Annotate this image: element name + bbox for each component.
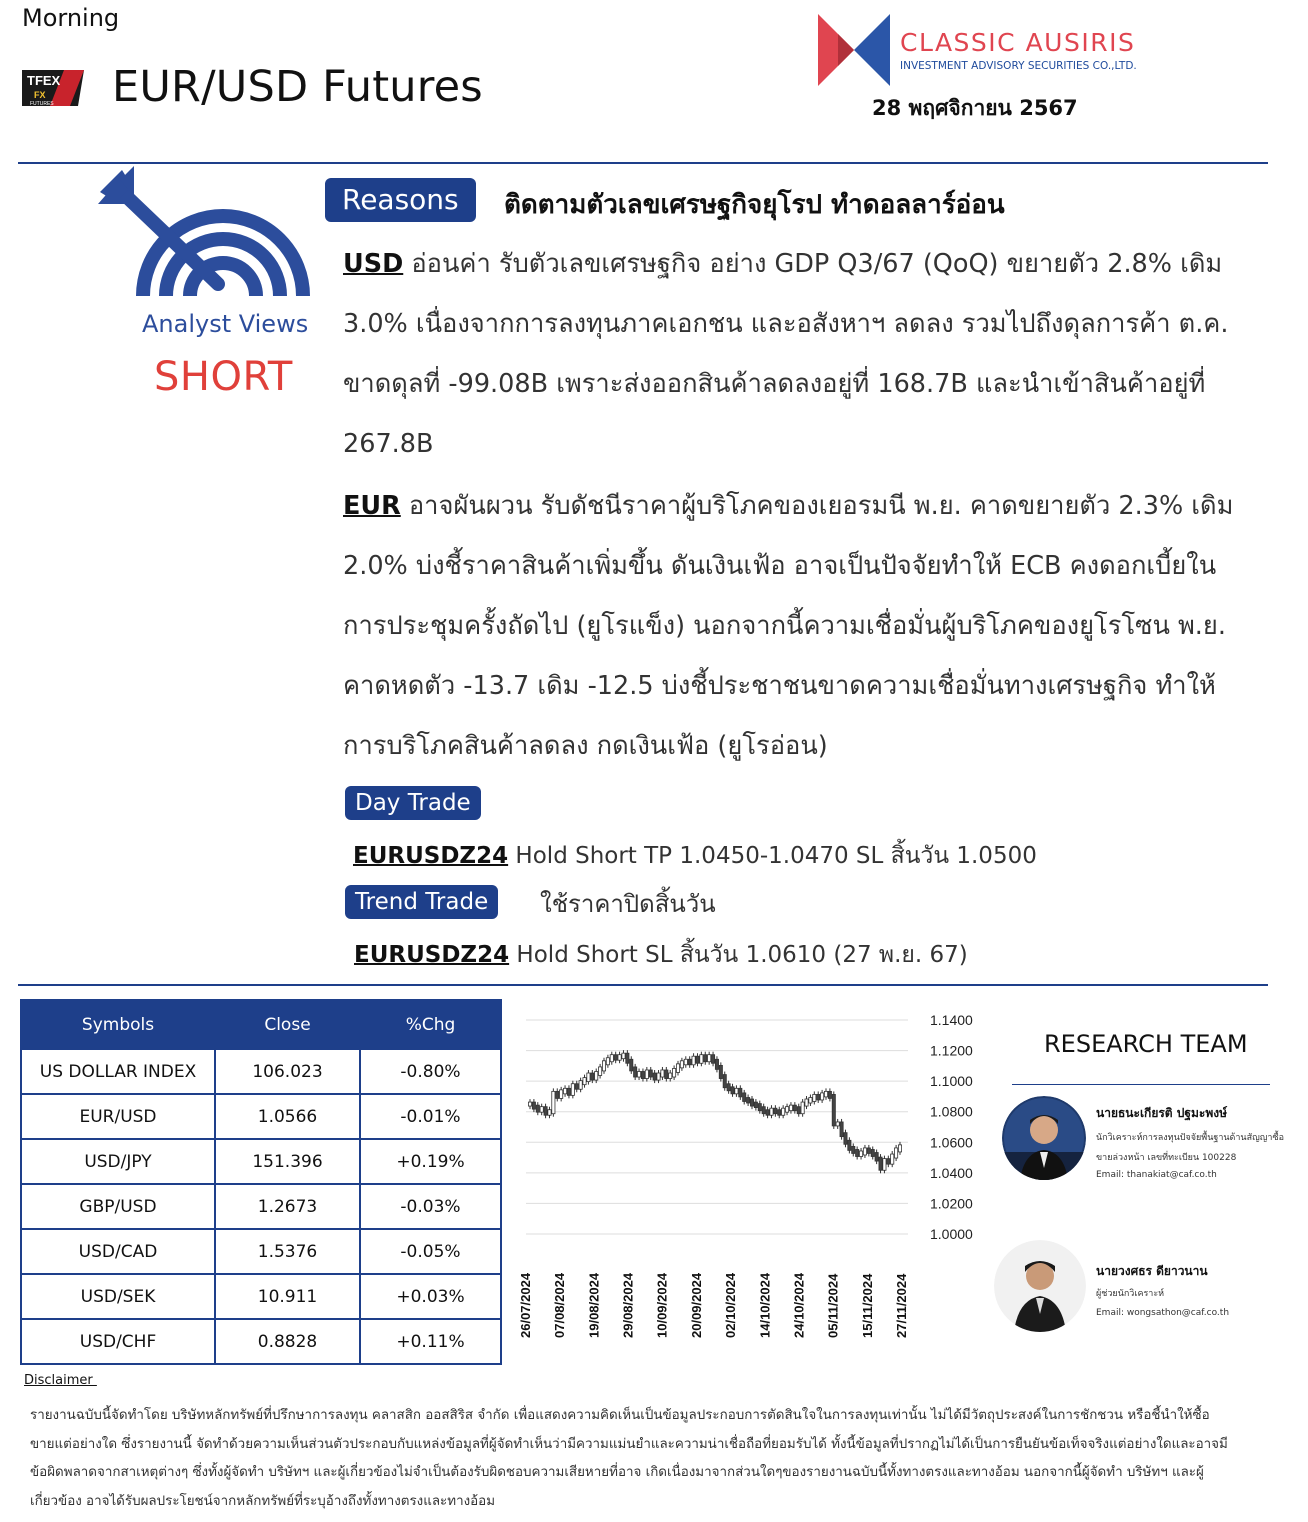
price-candle <box>731 1087 734 1094</box>
svg-text:TFEX: TFEX <box>27 73 61 88</box>
eur-code: EUR <box>343 491 401 521</box>
price-candle <box>587 1073 590 1082</box>
price-candle <box>591 1073 594 1080</box>
price-candle <box>898 1145 901 1152</box>
table-row <box>21 1274 501 1319</box>
x-tick-label: 07/08/2024 <box>552 1272 568 1338</box>
x-tick-label: 10/09/2024 <box>654 1272 670 1338</box>
brand-subtitle: INVESTMENT ADVISORY SECURITIES CO.,LTD. <box>900 60 1137 72</box>
symbol-cell: USD/JPY <box>21 1139 215 1184</box>
price-candle <box>708 1055 711 1062</box>
price-candle <box>680 1061 683 1068</box>
price-candle <box>805 1099 808 1106</box>
price-candle <box>867 1148 870 1154</box>
symbol-cell: GBP/USD <box>21 1184 215 1229</box>
y-tick-label: 1.1000 <box>930 1073 973 1090</box>
price-candle <box>676 1064 679 1073</box>
price-candle <box>785 1107 788 1113</box>
price-candle <box>540 1107 543 1113</box>
price-candle <box>692 1056 695 1065</box>
analyst-2-role: ผู้ช่วยนักวิเคราะห์ <box>1096 1289 1165 1299</box>
view-position: SHORT <box>154 354 293 400</box>
price-candle <box>634 1067 637 1077</box>
price-candle <box>579 1081 582 1090</box>
price-candle <box>653 1073 656 1080</box>
price-candle <box>563 1088 566 1094</box>
price-candle <box>719 1065 722 1078</box>
price-candle <box>852 1146 855 1153</box>
y-tick-label: 1.0000 <box>930 1226 973 1242</box>
usd-code: USD <box>343 249 404 279</box>
price-candle <box>560 1090 563 1099</box>
table-row <box>21 1139 501 1184</box>
price-candle <box>723 1075 726 1088</box>
y-tick-label: 1.0400 <box>930 1164 973 1181</box>
change-cell: -0.03% <box>360 1184 501 1229</box>
price-candle <box>887 1159 890 1165</box>
analyst-views-label: Analyst Views <box>142 310 309 338</box>
price-candle <box>836 1122 839 1126</box>
close-cell: 1.2673 <box>215 1184 360 1229</box>
x-tick-label: 19/08/2024 <box>586 1272 602 1338</box>
price-candle <box>863 1148 866 1155</box>
column-header-symbols: Symbols <box>21 1000 215 1049</box>
price-candle <box>661 1070 664 1077</box>
price-candle <box>747 1097 750 1103</box>
price-candle <box>883 1159 886 1171</box>
price-candle <box>610 1055 613 1062</box>
price-candle <box>832 1094 835 1126</box>
price-candle <box>552 1091 555 1113</box>
price-candle <box>700 1055 703 1064</box>
reasons-badge: Reasons <box>325 178 476 222</box>
price-candle <box>548 1110 551 1116</box>
price-candle <box>750 1099 753 1106</box>
day-trade-text: Hold Short TP 1.0450-1.0470 SL สิ้นวัน 1.0500 <box>508 843 1037 869</box>
change-cell: -0.05% <box>360 1229 501 1274</box>
close-cell: 0.8828 <box>215 1319 360 1364</box>
price-candle <box>875 1153 878 1162</box>
x-tick-label: 02/10/2024 <box>723 1272 739 1338</box>
trend-trade-text: Hold Short SL สิ้นวัน 1.0610 (27 พ.ย. 67) <box>509 942 968 968</box>
x-tick-label: 15/11/2024 <box>859 1273 875 1338</box>
market-table <box>20 999 502 1365</box>
analyst-1-role: นักวิเคราะห์การลงทุนปัจจัยพื้นฐานด้านสัญญาซื้อ <box>1096 1133 1284 1143</box>
trend-trade-badge: Trend Trade <box>345 885 498 919</box>
usd-paragraph <box>343 234 1243 474</box>
price-candle <box>715 1059 718 1069</box>
x-tick-label: 14/10/2024 <box>757 1272 773 1338</box>
price-candle <box>544 1107 547 1116</box>
price-candle <box>711 1055 714 1064</box>
price-candle <box>821 1093 824 1100</box>
table-header-row <box>21 1000 501 1049</box>
price-candle <box>630 1059 633 1071</box>
price-candle <box>848 1140 851 1150</box>
x-tick-label: 05/11/2024 <box>825 1273 841 1338</box>
price-candle <box>684 1059 687 1065</box>
price-candle <box>669 1073 672 1079</box>
price-candle <box>770 1108 773 1115</box>
price-candle <box>824 1091 827 1097</box>
price-candle <box>871 1149 874 1156</box>
symbol-cell: US DOLLAR INDEX <box>21 1049 215 1094</box>
table-row <box>21 1094 501 1139</box>
classic-ausiris-logo-icon <box>818 14 890 86</box>
y-tick-label: 1.0600 <box>930 1134 973 1151</box>
y-tick-label: 1.0800 <box>930 1103 973 1120</box>
y-tick-label: 1.1200 <box>930 1042 973 1059</box>
price-candle <box>688 1059 691 1065</box>
column-header-chg: %Chg <box>360 1000 501 1049</box>
price-candle <box>618 1055 621 1061</box>
research-team-title: RESEARCH TEAM <box>1044 1030 1248 1058</box>
brand-name: CLASSIC AUSIRIS <box>900 28 1136 57</box>
analyst-1-avatar <box>1002 1096 1086 1180</box>
price-candle <box>665 1070 668 1079</box>
price-candle <box>673 1068 676 1077</box>
day-trade-line <box>353 838 1037 874</box>
tfex-futures-logo <box>20 66 86 110</box>
analyst-1-license: ขายล่วงหน้า เลขที่ทะเบียน 100228 <box>1096 1153 1237 1163</box>
y-tick-label: 1.1400 <box>930 1012 973 1028</box>
trend-trade-note: ใช้ราคาปิดสิ้นวัน <box>540 890 716 918</box>
eur-paragraph <box>343 476 1243 776</box>
analyst-2-email: Email: wongsathon@caf.co.th <box>1096 1308 1230 1318</box>
price-candle <box>766 1110 769 1116</box>
eur-text: อาจผันผวน รับดัชนีราคาผู้บริโภคของเยอรมนี พ.ย. คาดขยายตัว 2.3% เดิม 2.0% บ่งชี้ราคาสินค้าเพิ่มขึ้น ดันเงินเฟ้อ อาจเป็นปัจจัยทำให้ ECB คงดอกเบี้ยในการประชุมครั้งถัดไป (ยูโรแข็ง) นอกจากนี้ความเชื่อมั่นผู้บริโภคของยูโรโซน พ.ย. คาดหดตัว -13.7 เดิม -12.5 บ่งชี้ประชาชนขาดความเชื่อมั่นทางเศรษฐกิจ ทำให้การบริโภคสินค้าลดลง กดเงินเฟ้อ (ยูโรอ่อน) <box>343 491 1234 761</box>
change-cell: +0.11% <box>360 1319 501 1364</box>
price-candle <box>602 1061 605 1071</box>
price-candle <box>606 1058 609 1065</box>
column-header-close: Close <box>215 1000 360 1049</box>
disclaimer-title: Disclaimer <box>24 1373 97 1388</box>
price-candle <box>641 1072 644 1079</box>
usd-text: อ่อนค่า รับตัวเลขเศรษฐกิจ อย่าง GDP Q3/67 (QoQ) ขยายตัว 2.8% เดิม 3.0% เนื่องจากการลงทุนภาคเอกชน และอสังหาฯ ลดลง รวมไปถึงดุลการค้า ต.ค. ขาดดุลที่ -99.08B เพราะส่งออกสินค้าลดลงอยู่ที่ 168.7B และนำเข้าสินค้าอยู่ที่ 267.8B <box>343 249 1229 459</box>
price-candle <box>859 1151 862 1157</box>
x-tick-label: 20/09/2024 <box>688 1272 704 1338</box>
price-candle <box>637 1072 640 1078</box>
morning-label: Morning <box>22 4 120 32</box>
table-row <box>21 1184 501 1229</box>
price-candle <box>657 1073 660 1080</box>
price-candle <box>599 1067 602 1076</box>
price-candle <box>895 1148 898 1158</box>
table-row <box>21 1229 501 1274</box>
price-candle <box>782 1108 785 1115</box>
change-cell: -0.01% <box>360 1094 501 1139</box>
close-cell: 151.396 <box>215 1139 360 1184</box>
symbol-cell: USD/SEK <box>21 1274 215 1319</box>
close-cell: 1.0566 <box>215 1094 360 1139</box>
price-candle <box>789 1105 792 1111</box>
x-tick-label: 24/10/2024 <box>791 1272 807 1338</box>
price-candle <box>575 1084 578 1090</box>
page-title: EUR/USD Futures <box>112 62 483 112</box>
close-cell: 106.023 <box>215 1049 360 1094</box>
price-candle <box>739 1088 742 1097</box>
price-candle <box>626 1053 629 1063</box>
price-candle <box>891 1154 894 1164</box>
price-candle <box>536 1105 539 1112</box>
price-candle <box>735 1088 738 1094</box>
price-candle <box>778 1110 781 1116</box>
price-candle <box>797 1107 800 1114</box>
price-candle <box>762 1107 765 1114</box>
day-trade-badge: Day Trade <box>345 786 481 820</box>
symbol-cell: EUR/USD <box>21 1094 215 1139</box>
price-candle <box>645 1070 648 1079</box>
y-tick-label: 1.0200 <box>930 1195 973 1212</box>
price-candle <box>856 1149 859 1156</box>
price-candle <box>622 1053 625 1059</box>
svg-text:FX: FX <box>34 90 46 100</box>
close-cell: 1.5376 <box>215 1229 360 1274</box>
price-candle <box>793 1105 796 1111</box>
price-candle <box>571 1084 574 1096</box>
trend-trade-line <box>354 937 968 973</box>
svg-text:FUTURES: FUTURES <box>30 101 54 107</box>
close-cell: 10.911 <box>215 1274 360 1319</box>
price-candle <box>614 1055 617 1061</box>
table-row <box>21 1049 501 1094</box>
symbol-cell: USD/CAD <box>21 1229 215 1274</box>
price-candle <box>809 1097 812 1103</box>
target-arrow-icon <box>96 166 310 302</box>
change-cell: +0.03% <box>360 1274 501 1319</box>
price-candle <box>828 1091 831 1098</box>
x-tick-label: 27/11/2024 <box>894 1273 909 1338</box>
change-cell: +0.19% <box>360 1139 501 1184</box>
price-candle <box>817 1094 820 1100</box>
report-date: 28 พฤศจิกายน 2567 <box>872 96 1078 120</box>
symbol-cell: USD/CHF <box>21 1319 215 1364</box>
price-candle <box>532 1102 535 1109</box>
price-candle <box>774 1108 777 1114</box>
section-divider <box>18 984 1268 986</box>
disclaimer-text: รายงานฉบับนี้จัดทำโดย บริษัทหลักทรัพย์ที่ปรึกษาการลงทุน คลาสสิก ออสสิริส จำกัด เพื่อแสดงความคิดเห็นเป็นข้อมูลประกอบการตัดสินใจในการลงทุนเท่านั้น ไม่ได้มีวัตถุประสงค์ในการชักชวน หรือชี้นำให้ซื้อขายแต่อย่างใด ซึ่งรายงานนี้ จัดทำด้วยความเห็นส่วนตัวประกอบกับแหล่งข้อมูลที่ผู้จัดทำเห็นว่ามีความแม่นยำและความน่าเชื่อถือที่ยอมรับได้ ทั้งนี้ข้อมูลที่ปรากฏไม่ได้เป็นการยืนยันข้อเท็จจริงแต่อย่างใดและอาจมีข้อผิดพลาดจากสาเหตุต่างๆ ซึ่งทั้งผู้จัดทำ บริษัทฯ และผู้เกี่ยวข้องไม่จำเป็นต้องรับผิดชอบความเสียหายที่อาจ เกิดเนื่องมาจากส่วนใดๆของรายงานฉบับนี้ทั้งทางตรงและทางอ้อม นอกจากนี้ผู้จัดทำ บริษัทฯ และผู้เกี่ยวข้อง อาจได้รับผลประโยชน์จากหลักทรัพย์ที่ระบุอ้างถึงทั้งทางตรงและทางอ้อม <box>30 1408 1228 1509</box>
research-team-divider <box>1012 1084 1270 1085</box>
price-candle <box>528 1102 531 1106</box>
day-trade-symbol: EURUSDZ24 <box>353 843 509 869</box>
price-candle <box>556 1091 559 1098</box>
price-candle <box>595 1072 598 1081</box>
price-candle <box>813 1094 816 1101</box>
change-cell: -0.80% <box>360 1049 501 1094</box>
table-row <box>21 1319 501 1364</box>
reasons-heading: ติดตามตัวเลขเศรษฐกิจยุโรป ทำดอลลาร์อ่อน <box>504 190 1005 220</box>
price-candle <box>567 1088 570 1095</box>
eurusd-price-chart <box>510 1000 990 1350</box>
price-candle <box>649 1070 652 1077</box>
analyst-1-name: นายธนะเกียรติ ปฐมะพงษ์ <box>1096 1106 1228 1120</box>
price-candle <box>754 1102 757 1108</box>
price-candle <box>727 1084 730 1091</box>
price-candle <box>696 1056 699 1063</box>
price-candle <box>704 1055 707 1062</box>
price-candle <box>583 1078 586 1085</box>
header-divider <box>18 162 1268 164</box>
analyst-2-avatar <box>994 1240 1086 1332</box>
analyst-1-email: Email: thanakiat@caf.co.th <box>1096 1170 1217 1180</box>
price-candle <box>840 1122 843 1137</box>
price-candle <box>758 1104 761 1111</box>
x-tick-label: 26/07/2024 <box>518 1272 533 1338</box>
trend-trade-symbol: EURUSDZ24 <box>354 942 510 968</box>
price-candle <box>801 1102 804 1114</box>
x-tick-label: 29/08/2024 <box>620 1272 636 1338</box>
analyst-2-name: นายวงศธร ดียาวนาน <box>1096 1264 1208 1278</box>
price-candle <box>844 1133 847 1145</box>
price-candle <box>879 1157 882 1170</box>
price-candle <box>743 1093 746 1102</box>
